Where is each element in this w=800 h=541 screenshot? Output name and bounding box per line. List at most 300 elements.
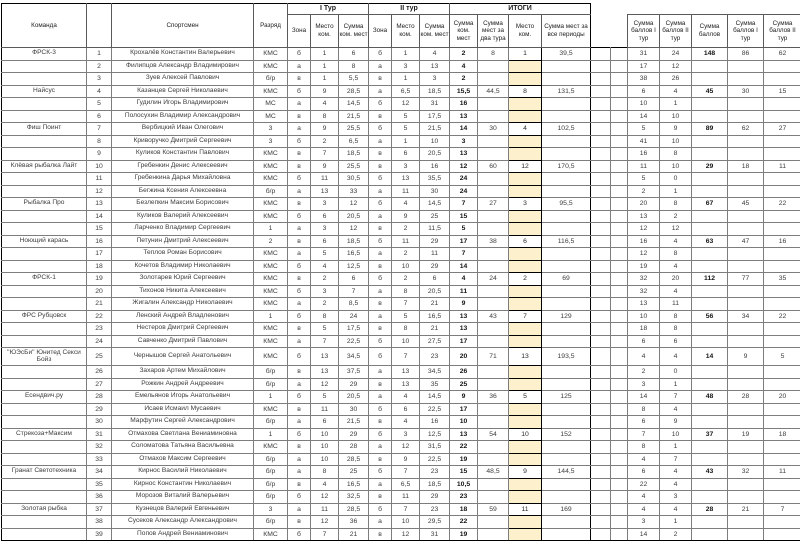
sum-two-tours	[478, 528, 509, 541]
tour1-place: 12	[311, 378, 339, 391]
points-tour2: 4	[660, 285, 692, 298]
tour2-zone: б	[369, 98, 392, 111]
header-team: Команда	[2, 4, 87, 48]
points-tour1: 14	[628, 110, 660, 123]
points-total: 45	[692, 85, 728, 98]
rank-cell: б/р	[254, 516, 288, 529]
spacer-cell	[611, 185, 628, 198]
tour1-sum: 21,5	[339, 416, 369, 429]
team-points-tour1: 62	[728, 123, 764, 136]
row-number: 13	[87, 198, 112, 211]
team-cell	[2, 416, 87, 429]
athlete-name: Отмахов Максим Сергеевич	[112, 453, 254, 466]
team-points-tour2: 35	[764, 273, 800, 286]
points-tour2: 7	[660, 453, 692, 466]
points-tour2: 26	[660, 73, 692, 86]
team-points-tour2	[764, 403, 800, 416]
athlete-name: Тихонов Никита Алексеевич	[112, 285, 254, 298]
team-cell	[2, 441, 87, 454]
spacer-cell	[611, 528, 628, 541]
spacer-cell	[591, 60, 611, 73]
tour1-place: 5	[311, 248, 339, 261]
team-points-tour2	[764, 453, 800, 466]
tour1-sum: 12	[339, 198, 369, 211]
tour1-place: 9	[311, 160, 339, 173]
points-tour2: 4	[660, 348, 692, 366]
tour1-zone: б	[288, 173, 311, 186]
team-points-tour1: 32	[728, 466, 764, 479]
athlete-name: Теплов Роман Борисович	[112, 248, 254, 261]
tour2-place: 12	[392, 528, 420, 541]
points-tour2: 4	[660, 466, 692, 479]
tour2-place: 5	[392, 123, 420, 136]
team-place	[509, 210, 542, 223]
points-tour1: 4	[628, 348, 660, 366]
rank-cell: КМС	[254, 285, 288, 298]
sum-all-periods	[542, 110, 591, 123]
row-number: 20	[87, 285, 112, 298]
tour1-place: 13	[311, 185, 339, 198]
points-total	[692, 135, 728, 148]
team-place	[509, 260, 542, 273]
team-points-tour1	[728, 403, 764, 416]
team-points-tour1	[728, 453, 764, 466]
team-place	[509, 73, 542, 86]
tour2-sum: 18,5	[420, 478, 450, 491]
team-place: 2	[509, 273, 542, 286]
tour1-place: 6	[311, 416, 339, 429]
athlete-name: Кирнос Василий Николаевич	[112, 466, 254, 479]
row-number: 15	[87, 223, 112, 236]
team-place	[509, 60, 542, 73]
tour1-sum: 25,5	[339, 160, 369, 173]
tour2-zone: в	[369, 416, 392, 429]
tour2-zone: в	[369, 110, 392, 123]
sum-all-periods	[542, 135, 591, 148]
points-tour1: 31	[628, 48, 660, 61]
row-number: 21	[87, 298, 112, 311]
team-points-tour1	[728, 323, 764, 336]
athlete-name: Гребенкин Денис Алексеевич	[112, 160, 254, 173]
tour1-place: 3	[311, 285, 339, 298]
tour1-place: 3	[311, 198, 339, 211]
team-cell	[2, 135, 87, 148]
points-tour2: 2	[660, 528, 692, 541]
points-tour1: 10	[628, 98, 660, 111]
points-tour2: 4	[660, 478, 692, 491]
row-number: 12	[87, 185, 112, 198]
tour2-place: 9	[392, 453, 420, 466]
row-number: 28	[87, 391, 112, 404]
tour1-zone: а	[288, 335, 311, 348]
tour2-sum: 25	[420, 210, 450, 223]
athlete-name: Гудилин Игорь Владимирович	[112, 98, 254, 111]
points-tour1: 20	[628, 198, 660, 211]
sum-all-periods	[542, 491, 591, 504]
points-tour1: 8	[628, 441, 660, 454]
total-sum-places: 22	[450, 516, 478, 529]
tour1-zone: а	[288, 416, 311, 429]
tour2-sum: 31	[420, 98, 450, 111]
points-total: 112	[692, 273, 728, 286]
spacer-cell	[611, 160, 628, 173]
team-cell	[2, 453, 87, 466]
rank-cell: 3	[254, 503, 288, 516]
team-place	[509, 453, 542, 466]
tour1-place: 8	[311, 310, 339, 323]
spacer-cell	[611, 416, 628, 429]
tour1-sum: 25,5	[339, 123, 369, 136]
spacer-cell	[591, 260, 611, 273]
sum-all-periods	[542, 453, 591, 466]
points-tour2: 10	[660, 428, 692, 441]
tour1-zone: а	[288, 466, 311, 479]
team-cell	[2, 285, 87, 298]
points-total: 67	[692, 198, 728, 211]
spacer-cell	[591, 403, 611, 416]
tour2-zone: б	[369, 48, 392, 61]
team-place: 11	[509, 503, 542, 516]
team-cell: "ЮЭсБи" Юнитед Секси Бойз	[2, 348, 87, 366]
sum-two-tours	[478, 148, 509, 161]
tour1-sum: 6,5	[339, 135, 369, 148]
tour2-zone: б	[369, 123, 392, 136]
team-points-tour2	[764, 98, 800, 111]
points-tour2: 1	[660, 98, 692, 111]
sum-two-tours	[478, 248, 509, 261]
points-tour2: 9	[660, 416, 692, 429]
team-points-tour1: 86	[728, 48, 764, 61]
header-sum-all-periods: Сумма мест за все периоды	[542, 15, 591, 48]
sum-all-periods	[542, 148, 591, 161]
team-points-tour1	[728, 210, 764, 223]
header-group-totals: ИТОГИ	[450, 4, 591, 15]
tour1-zone: б	[288, 348, 311, 366]
points-tour2: 11	[660, 298, 692, 311]
team-cell	[2, 110, 87, 123]
tour2-zone: б	[369, 466, 392, 479]
total-sum-places: 24	[450, 185, 478, 198]
rank-cell: б/р	[254, 185, 288, 198]
points-total	[692, 453, 728, 466]
team-points-tour2	[764, 528, 800, 541]
team-place: 12	[509, 160, 542, 173]
row-number: 32	[87, 441, 112, 454]
points-total	[692, 110, 728, 123]
spacer-cell	[591, 273, 611, 286]
team-points-tour1	[728, 491, 764, 504]
points-total	[692, 285, 728, 298]
spacer-cell	[591, 135, 611, 148]
tour2-zone: в	[369, 453, 392, 466]
tour1-sum: 20,5	[339, 210, 369, 223]
spacer-cell	[611, 173, 628, 186]
tour2-sum: 23	[420, 466, 450, 479]
sum-two-tours	[478, 378, 509, 391]
team-place	[509, 248, 542, 261]
team-points-tour1: 47	[728, 235, 764, 248]
team-cell: Золотая рыбка	[2, 503, 87, 516]
tour1-place: 10	[311, 453, 339, 466]
tour2-sum: 27,5	[420, 335, 450, 348]
tour1-sum: 5,5	[339, 73, 369, 86]
sum-all-periods: 116,5	[542, 235, 591, 248]
team-cell	[2, 366, 87, 379]
points-total: 56	[692, 310, 728, 323]
sum-all-periods	[542, 441, 591, 454]
tour2-sum: 21	[420, 323, 450, 336]
points-tour2: 8	[660, 323, 692, 336]
points-tour1: 16	[628, 235, 660, 248]
tour1-place: 7	[311, 148, 339, 161]
team-points-tour2: 15	[764, 85, 800, 98]
points-tour1: 32	[628, 273, 660, 286]
tour1-sum: 18,5	[339, 235, 369, 248]
points-total: 29	[692, 160, 728, 173]
tour2-place: 4	[392, 198, 420, 211]
team-points-tour2	[764, 491, 800, 504]
tour1-zone: а	[288, 185, 311, 198]
sum-two-tours	[478, 335, 509, 348]
spacer-cell	[611, 441, 628, 454]
sum-two-tours: 27	[478, 198, 509, 211]
tour2-place: 12	[392, 98, 420, 111]
sum-all-periods: 69	[542, 273, 591, 286]
row-number: 11	[87, 173, 112, 186]
team-place: 7	[509, 310, 542, 323]
sum-all-periods	[542, 528, 591, 541]
team-cell: ФРС Рубцовск	[2, 310, 87, 323]
team-place: 8	[509, 85, 542, 98]
tour1-sum: 12,5	[339, 260, 369, 273]
total-sum-places: 2	[450, 73, 478, 86]
tour1-zone: б	[288, 428, 311, 441]
header-points-tour1: Сумма баллов I тур	[628, 15, 660, 48]
points-tour2: 3	[660, 491, 692, 504]
rank-cell: МС	[254, 98, 288, 111]
team-cell	[2, 478, 87, 491]
row-number: 30	[87, 416, 112, 429]
tour1-place: 5	[311, 323, 339, 336]
total-sum-places: 23	[450, 491, 478, 504]
points-total	[692, 298, 728, 311]
sum-all-periods	[542, 335, 591, 348]
tour1-zone: б	[288, 210, 311, 223]
row-number: 23	[87, 323, 112, 336]
athlete-name: Полосухин Владимир Александрович	[112, 110, 254, 123]
tour2-sum: 21,5	[420, 123, 450, 136]
tour1-zone: б	[288, 528, 311, 541]
points-tour1: 4	[628, 503, 660, 516]
points-tour2: 12	[660, 223, 692, 236]
points-total	[692, 223, 728, 236]
points-tour2: 4	[660, 235, 692, 248]
rank-cell: 1	[254, 223, 288, 236]
rank-cell: КМС	[254, 403, 288, 416]
tour1-place: 2	[311, 273, 339, 286]
points-tour2: 0	[660, 366, 692, 379]
spacer-cell	[591, 148, 611, 161]
spacer-cell	[591, 285, 611, 298]
athlete-name: Кузнецов Валерий Евгеньевич	[112, 503, 254, 516]
points-tour2: 10	[660, 160, 692, 173]
tour1-sum: 18,5	[339, 148, 369, 161]
tour1-sum: 6	[339, 273, 369, 286]
rank-cell: КМС	[254, 348, 288, 366]
sum-all-periods	[542, 403, 591, 416]
rank-cell: КМС	[254, 248, 288, 261]
rank-cell: КМС	[254, 60, 288, 73]
spacer-cell	[591, 323, 611, 336]
points-total	[692, 248, 728, 261]
total-sum-places: 13	[450, 323, 478, 336]
team-points-tour2: 18	[764, 428, 800, 441]
total-sum-places: 20	[450, 348, 478, 366]
athlete-name: Соломатова Татьяна Васильевна	[112, 441, 254, 454]
tour1-place: 4	[311, 260, 339, 273]
team-points-tour2	[764, 416, 800, 429]
tour2-zone: б	[369, 335, 392, 348]
tour1-zone: б	[288, 135, 311, 148]
tour2-place: 11	[392, 491, 420, 504]
tour1-zone: б	[288, 285, 311, 298]
sum-all-periods	[542, 60, 591, 73]
athlete-name: Емельянов Игорь Анатольевич	[112, 391, 254, 404]
tour1-place: 1	[311, 73, 339, 86]
team-place	[509, 416, 542, 429]
team-points-tour1: 34	[728, 310, 764, 323]
sum-all-periods: 102,5	[542, 123, 591, 136]
spacer-cell	[611, 478, 628, 491]
total-sum-places: 17	[450, 335, 478, 348]
tour1-sum: 33	[339, 185, 369, 198]
sum-all-periods	[542, 478, 591, 491]
athlete-name: Вербицкий Иван Олегович	[112, 123, 254, 136]
team-place	[509, 185, 542, 198]
header-sportsman: Спортсмен	[112, 4, 254, 48]
team-place	[509, 335, 542, 348]
team-place: 6	[509, 235, 542, 248]
tour1-sum: 8,5	[339, 298, 369, 311]
team-points-tour1	[728, 528, 764, 541]
row-number: 10	[87, 160, 112, 173]
team-cell: Клёвая рыбалка Лайт	[2, 160, 87, 173]
points-total	[692, 185, 728, 198]
tour1-place: 13	[311, 366, 339, 379]
spacer-cell	[591, 528, 611, 541]
team-points-tour1: 18	[728, 160, 764, 173]
rank-cell: КМС	[254, 148, 288, 161]
rank-cell: КМС	[254, 323, 288, 336]
tour2-zone: а	[369, 441, 392, 454]
row-number: 33	[87, 453, 112, 466]
team-points-tour1: 21	[728, 503, 764, 516]
team-cell: Фиш Поинт	[2, 123, 87, 136]
points-tour1: 11	[628, 160, 660, 173]
points-tour1: 6	[628, 416, 660, 429]
tour1-sum: 28,5	[339, 503, 369, 516]
team-points-tour1	[728, 185, 764, 198]
tour1-zone: а	[288, 123, 311, 136]
results-table-body	[2, 48, 800, 541]
row-number: 29	[87, 403, 112, 416]
tour2-sum: 20,5	[420, 148, 450, 161]
team-points-tour1	[728, 335, 764, 348]
points-tour2: 20	[660, 273, 692, 286]
sum-two-tours	[478, 403, 509, 416]
tour2-zone: а	[369, 85, 392, 98]
sum-all-periods	[542, 98, 591, 111]
spacer-cell	[611, 466, 628, 479]
tour2-place: 13	[392, 366, 420, 379]
team-points-tour2: 11	[764, 466, 800, 479]
points-tour2: 1	[660, 516, 692, 529]
tour2-place: 7	[392, 298, 420, 311]
rank-cell: МС	[254, 110, 288, 123]
team-points-tour2	[764, 110, 800, 123]
points-tour1: 6	[628, 466, 660, 479]
rank-cell: б/р	[254, 478, 288, 491]
tour1-place: 6	[311, 235, 339, 248]
points-tour2: 8	[660, 148, 692, 161]
rank-cell: 1	[254, 391, 288, 404]
rank-cell: 3	[254, 135, 288, 148]
points-tour2: 12	[660, 60, 692, 73]
sum-two-tours	[478, 223, 509, 236]
points-tour1: 5	[628, 123, 660, 136]
total-sum-places: 13	[450, 148, 478, 161]
athlete-name: Сусеков Александр Александрович	[112, 516, 254, 529]
points-total	[692, 378, 728, 391]
tour2-sum: 29	[420, 491, 450, 504]
points-total	[692, 98, 728, 111]
sum-all-periods: 129	[542, 310, 591, 323]
spacer-cell	[591, 416, 611, 429]
row-number: 6	[87, 110, 112, 123]
tour1-sum: 30	[339, 403, 369, 416]
team-points-tour2: 5	[764, 348, 800, 366]
rank-cell: 3	[254, 123, 288, 136]
team-place	[509, 148, 542, 161]
spacer-cell	[611, 378, 628, 391]
tour1-zone: в	[288, 160, 311, 173]
points-total: 43	[692, 466, 728, 479]
team-place	[509, 491, 542, 504]
team-place	[509, 135, 542, 148]
tour1-sum: 24	[339, 310, 369, 323]
spacer-cell	[591, 516, 611, 529]
header-tour1-zone: Зона	[288, 15, 311, 48]
points-total	[692, 491, 728, 504]
sum-two-tours	[478, 453, 509, 466]
header-points-tour2: Сумма баллов II тур	[660, 15, 692, 48]
sum-two-tours: 60	[478, 160, 509, 173]
sum-all-periods	[542, 210, 591, 223]
sum-two-tours: 38	[478, 235, 509, 248]
team-points-tour2: 16	[764, 235, 800, 248]
team-place: 5	[509, 391, 542, 404]
team-place	[509, 366, 542, 379]
team-cell	[2, 148, 87, 161]
points-tour2: 6	[660, 335, 692, 348]
spacer-cell	[611, 123, 628, 136]
total-sum-places: 7	[450, 248, 478, 261]
team-points-tour1	[728, 260, 764, 273]
sum-two-tours	[478, 110, 509, 123]
row-number: 8	[87, 135, 112, 148]
tour2-zone: а	[369, 310, 392, 323]
total-sum-places: 22	[450, 441, 478, 454]
